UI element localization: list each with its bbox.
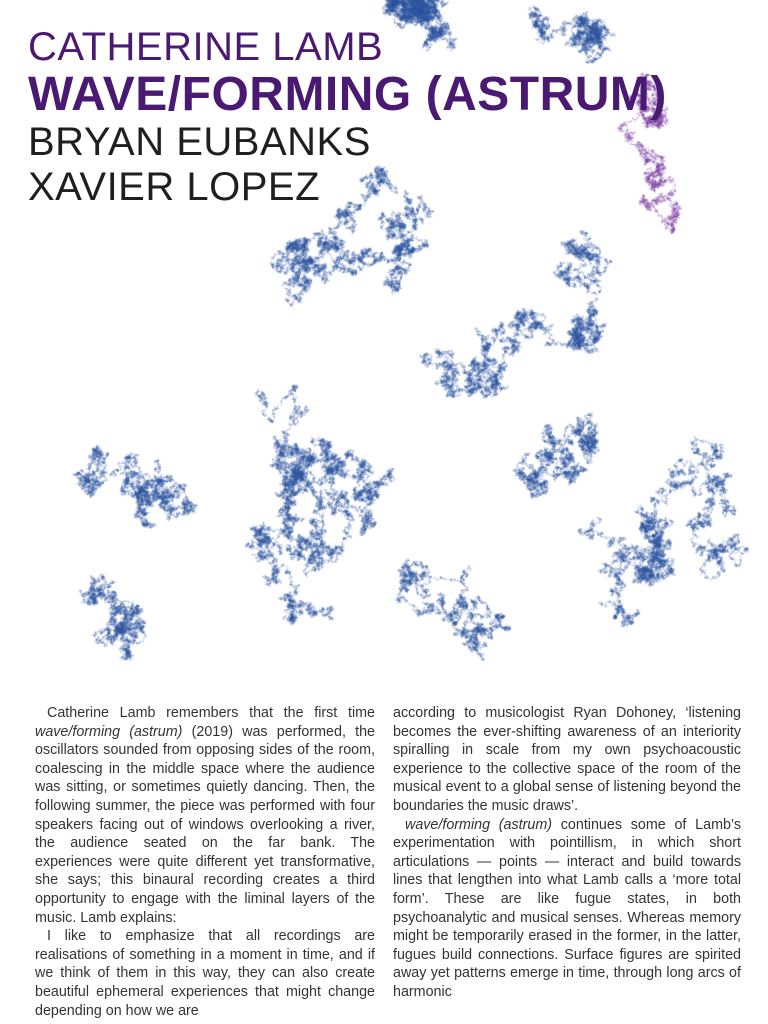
text-column-left xyxy=(35,704,375,1020)
work-title: wave/forming (astrum) xyxy=(405,816,553,833)
composer-name: CATHERINE LAMB xyxy=(28,25,384,69)
paragraph: according to musicologist Ryan Dohoney, ‘listening becomes the ever-shifting awareness of an interiority spiralling in scale from my own psychoacoustic experience to the collective space of the room of the musical event to a global sense of listening beyond the boundaries the music draws’. xyxy=(393,705,741,814)
block-quote: I like to emphasize that all recordings are realisations of something in a moment in time, and if we think of them in this way, they can also create beautiful ephemeral experiences that might change depending on how we are xyxy=(35,928,375,1019)
text-column-right xyxy=(393,704,741,1002)
header xyxy=(28,24,667,210)
text: Catherine Lamb remembers that the first time xyxy=(47,705,375,721)
text: continues some of Lamb’s experimentation with pointillism, in which short articulations — points — interact and build towards lines that lengthen into what Lamb calls a ‘more total form’. These are like fugue states, in both psychoanalytic and musical senses. Whereas memory might be temporarily erased in the former, in the latter, fugues build connections. Surface figures are spirited away yet patterns emerge in time, through long arcs of harmonic xyxy=(393,816,741,1000)
album-title: WAVE/FORMING (ASTRUM) xyxy=(28,68,667,121)
text: (2019) was performed, the oscillators sounded from opposing sides of the room, coalescing in the middle space where the audience was sitting, or sometimes quietly dancing. Then, the following summer, the piece was performed with four speakers facing out of windows overlooking a river, the audience seated on the far bank. The experiences were quite different yet transformative, she says; this binaural recording creates a third opportunity to engage with the liminal layers of the music. Lamb explains: xyxy=(35,723,375,926)
paragraph xyxy=(35,704,375,927)
work-title: wave/forming (astrum) xyxy=(35,723,183,740)
paragraph xyxy=(393,816,741,1002)
performer-name: BRYAN EUBANKS xyxy=(28,120,371,164)
performer-name: XAVIER LOPEZ xyxy=(28,165,321,209)
